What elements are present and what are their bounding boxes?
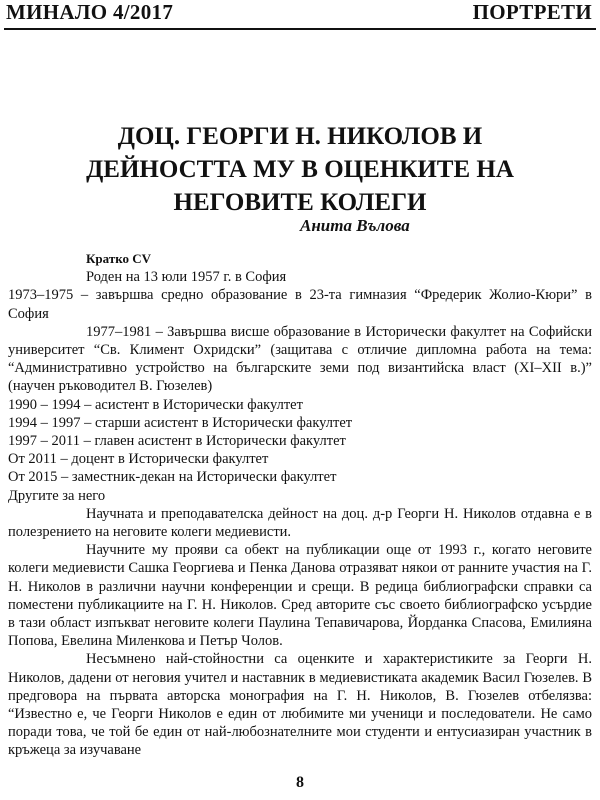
body-paragraph: Несъмнено най-стойностни са оценките и характеристиките за Георги Н. Николов, дадени от неговия учител и наставник в медиевистиката академик Васил Гюзелев. В предговора на първата авторска монография на Г. Н. Николов, В. Гюзелев отбелязва: “Известно е, че Георги Николов е един от любимите ми ученици и последователи. Не само поради това, че той бе един от най-любознателните мои студенти и ентусиазиран участник в кръжеца за изучаване [8,651,592,759]
cv-entry: 1997 – 2011 – главен асистент в Исторически факултет [8,433,346,450]
cv-entry: 1994 – 1997 – старши асистент в Исторически факултет [8,414,353,431]
others-heading: Другите за него [8,487,106,504]
cv-entry: От 2011 – доцент в Исторически факултет [8,451,269,468]
article-body [8,250,592,760]
page-number: 8 [296,774,304,791]
cv-entry: От 2015 – заместник-декан на Исторически факултет [8,469,337,486]
title-line: ДОЦ. ГЕОРГИ Н. НИКОЛОВ И [117,123,483,150]
title-line: НЕГОВИТЕ КОЛЕГИ [173,189,427,216]
cv-heading: Кратко CV [86,251,152,266]
title-line: ДЕЙНОСТТА МУ В ОЦЕНКИТЕ НА [86,156,514,183]
article-title [40,120,560,219]
cv-entry: 1990 – 1994 – асистент в Исторически факултет [8,396,303,413]
cv-entry: Роден на 13 юли 1957 г. в София [86,269,287,286]
cv-entry: 1973–1975 – завършва средно образование в 23-та гимназия “Фредерик Жолио-Кюри” в София [8,287,592,322]
journal-issue: МИНАЛО 4/2017 [6,0,174,24]
body-paragraph: Научните му прояви са обект на публикации още от 1993 г., когато неговите колеги медиевисти Сашка Георгиева и Пенка Данова отразяват някои от ранните участия на Г. Н. Николов в различни научни конференции и срещи. В редица библиографски справки са поместени публикациите на Г. Н. Николов. Сред авторите със своето библиографско усърдие в тази област изпъкват неговите колеги Паулина Тепавичарова, Йорданка Спасова, Емилияна Попова, Евелина Миленкова и Петър Чолов. [8,542,592,650]
header-rule [4,28,596,30]
cv-entry: 1977–1981 – Завършва висше образование в Исторически факултет на Софийски университет “Св. Климент Охридски” (защитава с отличие дипломна работа на тема: “Административно устройство на българските земи под византийска власт (XI–XII в.)” (научен ръководител В. Гюзелев) [8,323,592,395]
body-paragraph: Научната и преподавателска дейност на доц. д-р Георги Н. Николов отдавна е в полезрението на неговите колеги медиевисти. [8,505,592,541]
article-author: Анита Вълова [300,216,410,235]
section-name: ПОРТРЕТИ [472,0,592,24]
